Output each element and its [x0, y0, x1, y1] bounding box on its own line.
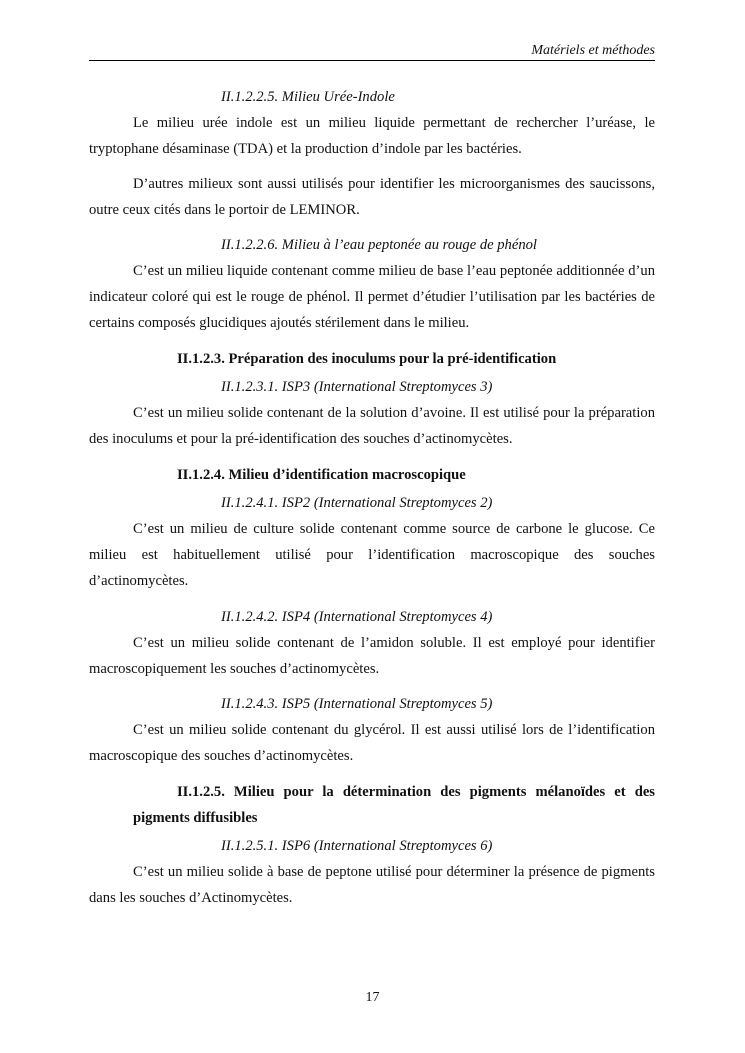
- section-heading-pigments: II.1.2.5. Milieu pour la détermination des pigments mélanoïdes et des pigments diffusibles: [133, 784, 655, 826]
- paragraph-isp5: C’est un milieu solide contenant du glycérol. Il est aussi utilisé lors de l’identification macroscopique des souches d’actinomycètes.: [89, 722, 655, 764]
- subsection-heading-isp6: II.1.2.5.1. ISP6 (International Streptomyces 6): [221, 838, 493, 854]
- paragraph-isp2: C’est un milieu de culture solide contenant comme source de carbone le glucose. Ce milieu est habituellement utilisé pour l’identification macroscopique des souches d’actinomycètes.: [89, 521, 655, 589]
- subsection-heading-isp4: II.1.2.4.2. ISP4 (International Streptomyces 4): [221, 609, 493, 625]
- subsection-heading-isp5: II.1.2.4.3. ISP5 (International Streptomyces 5): [221, 696, 493, 712]
- page-number: 17: [365, 990, 380, 1005]
- paragraph-isp6: C’est un milieu solide à base de peptone utilisé pour déterminer la présence de pigments dans les souches d’Actinomycètes.: [89, 864, 655, 906]
- paragraph-autres-milieux: D’autres milieux sont aussi utilisés pour identifier les microorganismes des saucissons, outre ceux cités dans le portoir de LEMINOR.: [89, 176, 655, 218]
- paragraph-uree-indole: Le milieu urée indole est un milieu liquide permettant de rechercher l’uréase, le tryptophane désaminase (TDA) et la production d’indole par les bactéries.: [89, 115, 655, 157]
- subsection-heading-isp3: II.1.2.3.1. ISP3 (International Streptomyces 3): [221, 379, 493, 395]
- running-header: Matériels et méthodes: [531, 43, 655, 58]
- section-heading-inoculums: II.1.2.3. Préparation des inoculums pour la pré-identification: [177, 351, 557, 367]
- section-heading-identification-macroscopique: II.1.2.4. Milieu d’identification macroscopique: [177, 467, 466, 483]
- subsection-heading-eau-peptonee: II.1.2.2.6. Milieu à l’eau peptonée au rouge de phénol: [221, 237, 537, 253]
- header-rule: [89, 60, 655, 61]
- paragraph-isp4: C’est un milieu solide contenant de l’amidon soluble. Il est employé pour identifier macroscopiquement les souches d’actinomycètes.: [89, 635, 655, 677]
- subsection-heading-uree-indole: II.1.2.2.5. Milieu Urée-Indole: [221, 89, 395, 105]
- subsection-heading-isp2: II.1.2.4.1. ISP2 (International Streptomyces 2): [221, 495, 493, 511]
- paragraph-isp3: C’est un milieu solide contenant de la solution d’avoine. Il est utilisé pour la préparation des inoculums et pour la pré-identification des souches d’actinomycètes.: [89, 405, 655, 447]
- paragraph-eau-peptonee: C’est un milieu liquide contenant comme milieu de base l’eau peptonée additionnée d’un indicateur coloré qui est le rouge de phénol. Il permet d’étudier l’utilisation par les bactéries de certains composés glucidiques ajoutés stérilement dans le milieu.: [89, 263, 655, 331]
